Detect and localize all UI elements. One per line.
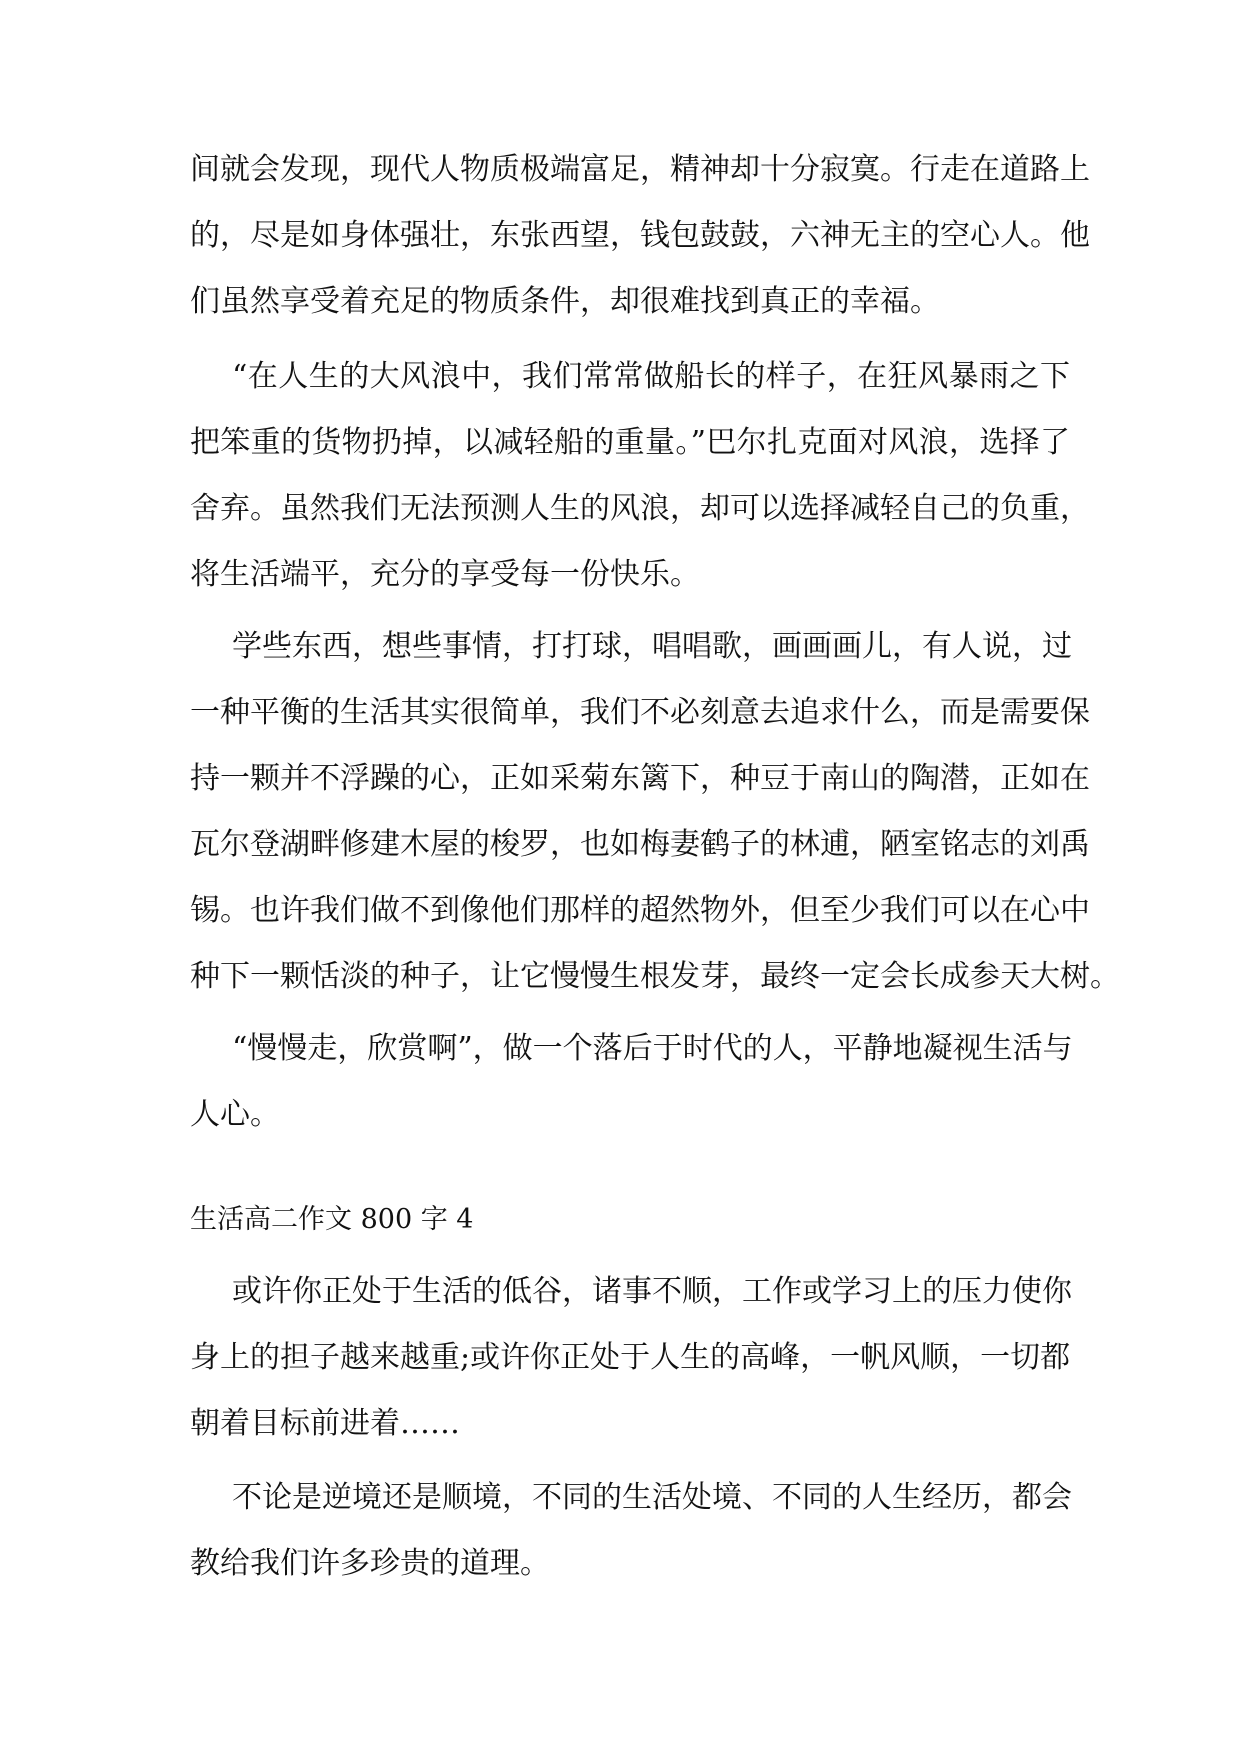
paragraph-line: 持一颗并不浮躁的心，正如采菊东篱下，种豆于南山的陶潜，正如在 [190,761,1090,796]
paragraph-line: 不论是逆境还是顺境，不同的生活处境、不同的人生经历，都会 [232,1480,1072,1515]
paragraph-line: “慢慢走，欣赏啊”，做一个落后于时代的人，平静地凝视生活与 [232,1031,1073,1066]
section-heading: 生活高二作文 800 字 4 [190,1204,474,1235]
paragraph-line: 把笨重的货物扔掉，以减轻船的重量。”巴尔扎克面对风浪，选择了 [190,425,1070,460]
paragraph-line: 人心。 [190,1097,280,1132]
paragraph-line: 教给我们许多珍贵的道理。 [190,1546,550,1581]
paragraph-line: 朝着目标前进着…… [190,1406,460,1441]
paragraph-line: 锡。也许我们做不到像他们那样的超然物外，但至少我们可以在心中 [190,893,1090,928]
paragraph-line: 一种平衡的生活其实很简单，我们不必刻意去追求什么，而是需要保 [190,695,1090,730]
paragraph-line: 将生活端平，充分的享受每一份快乐。 [190,557,700,592]
paragraph-line: 间就会发现，现代人物质极端富足，精神却十分寂寞。行走在道路上 [190,152,1090,187]
paragraph-line: 种下一颗恬淡的种子，让它慢慢生根发芽，最终一定会长成参天大树。 [190,959,1120,994]
paragraph-line: 的，尽是如身体强壮，东张西望，钱包鼓鼓，六神无主的空心人。他 [190,218,1090,253]
paragraph-line: 学些东西，想些事情，打打球，唱唱歌，画画画儿，有人说，过 [232,629,1072,664]
paragraph-line: 们虽然享受着充足的物质条件，却很难找到真正的幸福。 [190,284,940,319]
paragraph-line: 瓦尔登湖畔修建木屋的梭罗，也如梅妻鹤子的林逋，陋室铭志的刘禹 [190,827,1090,862]
paragraph-line: 身上的担子越来越重;或许你正处于人生的高峰，一帆风顺，一切都 [190,1340,1071,1375]
paragraph-line: “在人生的大风浪中，我们常常做船长的样子，在狂风暴雨之下 [232,359,1070,394]
paragraph-line: 舍弃。虽然我们无法预测人生的风浪，却可以选择减轻自己的负重， [190,491,1090,526]
paragraph-line: 或许你正处于生活的低谷，诸事不顺，工作或学习上的压力使你 [232,1274,1072,1309]
